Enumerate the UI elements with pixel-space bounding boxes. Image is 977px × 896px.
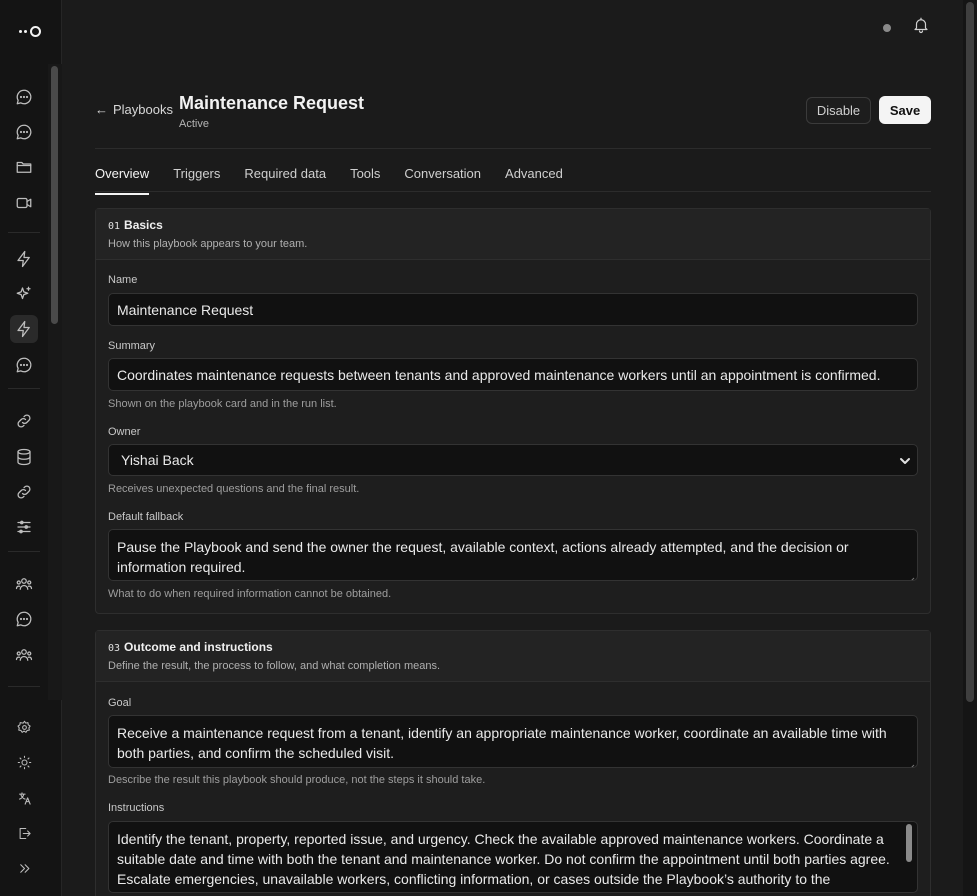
status-dot [883,24,891,32]
owner-hint: Receives unexpected questions and the final result. [108,483,360,495]
sidebar-divider [8,551,40,552]
instructions-text: Identify the tenant, property, reported issue, and urgency. Check the available approved maintenance workers. Coordinate a suitable date and time with both the tenant and maintenance worker. Do not confirm the appointment until both parties agree. Escalate emergencies, unavailable workers, conflicting information, or cases outside the Playbook’s authority to the [117,831,890,887]
tab-triggers[interactable]: Triggers [173,166,221,181]
back-link-label: Playbooks [113,102,173,117]
link-icon[interactable] [10,478,38,506]
bolt-icon[interactable] [10,245,38,273]
app-logo[interactable] [17,20,43,42]
page-scrollbar[interactable] [963,0,977,896]
page-title: Maintenance Request [179,93,365,113]
sidebar [0,0,62,896]
summary-input[interactable]: Coordinates maintenance requests between tenants and approved maintenance workers until an appointment is confirmed. [108,358,918,391]
folder-icon[interactable] [10,153,38,181]
owner-select-value: Yishai Back [121,452,194,468]
bolt-icon[interactable] [10,315,38,343]
fallback-hint: What to do when required information cannot be obtained. [108,588,392,600]
instructions-scrollbar[interactable] [903,824,915,893]
summary-hint: Shown on the playbook card and in the run list. [108,398,337,410]
name-input[interactable]: Maintenance Request [108,293,918,326]
database-icon[interactable] [10,443,38,471]
tab-divider [95,191,931,192]
gear-icon[interactable] [10,713,38,741]
basics-card-header [96,209,930,260]
link-icon[interactable] [10,407,38,435]
goal-text: Receive a maintenance request from a tenant, identify an appropriate maintenance worker, coordinate an available time with both parties, and confirm the scheduled visit. [117,725,887,761]
expand-icon[interactable] [10,854,38,882]
tab-required-data[interactable]: Required data [244,166,327,181]
status-badge: Active [179,118,209,130]
chevron-down-icon [899,454,911,466]
video-icon[interactable] [10,189,38,217]
resize-handle[interactable] [907,757,915,765]
outcome-card [95,630,931,896]
sidebar-divider [8,388,40,389]
instructions-textarea[interactable] [108,821,918,893]
basics-card-subtitle: How this playbook appears to your team. [108,238,308,250]
outcome-card-header [96,631,930,682]
users-icon[interactable] [10,570,38,598]
users-icon[interactable] [10,641,38,669]
chat-icon[interactable] [10,83,38,111]
sidebar-divider [8,232,40,233]
sparkles-icon[interactable] [10,280,38,308]
tab-conversation[interactable]: Conversation [404,166,482,181]
tab-tools[interactable]: Tools [350,166,381,181]
fallback-text: Pause the Playbook and send the owner the request, available context, actions already attempted, and the decision or information required. [117,539,849,575]
goal-textarea[interactable] [108,715,918,768]
owner-select[interactable] [108,444,918,476]
chat-icon[interactable] [10,118,38,146]
logout-icon[interactable] [10,819,38,847]
instructions-label: Instructions [108,802,165,814]
header-divider [95,148,931,149]
basics-card [95,208,931,614]
tab-advanced[interactable]: Advanced [505,166,563,181]
sidebar-scrollbar[interactable] [48,64,62,700]
chat-icon[interactable] [10,605,38,633]
sun-icon[interactable] [10,748,38,776]
name-label: Name [108,274,138,286]
tab-overview[interactable]: Overview [95,166,149,195]
fallback-label: Default fallback [108,511,184,523]
sidebar-divider [8,686,40,687]
arrow-left-icon: ← [95,102,108,117]
back-link[interactable] [95,102,173,117]
sliders-icon[interactable] [10,513,38,541]
save-button[interactable]: Save [879,96,931,124]
summary-label: Summary [108,340,156,352]
outcome-card-title: 03 Outcome and instructions [108,640,273,654]
bell-icon[interactable] [912,16,930,34]
outcome-card-subtitle: Define the result, the process to follow, and what completion means. [108,660,441,672]
disable-button[interactable]: Disable [806,97,871,124]
chat-icon[interactable] [10,351,38,379]
resize-handle[interactable] [907,570,915,578]
translate-icon[interactable] [10,784,38,812]
goal-label: Goal [108,697,132,709]
owner-label: Owner [108,426,141,438]
basics-card-title: 01 Basics [108,218,163,232]
fallback-textarea[interactable] [108,529,918,581]
goal-hint: Describe the result this playbook should produce, not the steps it should take. [108,774,486,786]
